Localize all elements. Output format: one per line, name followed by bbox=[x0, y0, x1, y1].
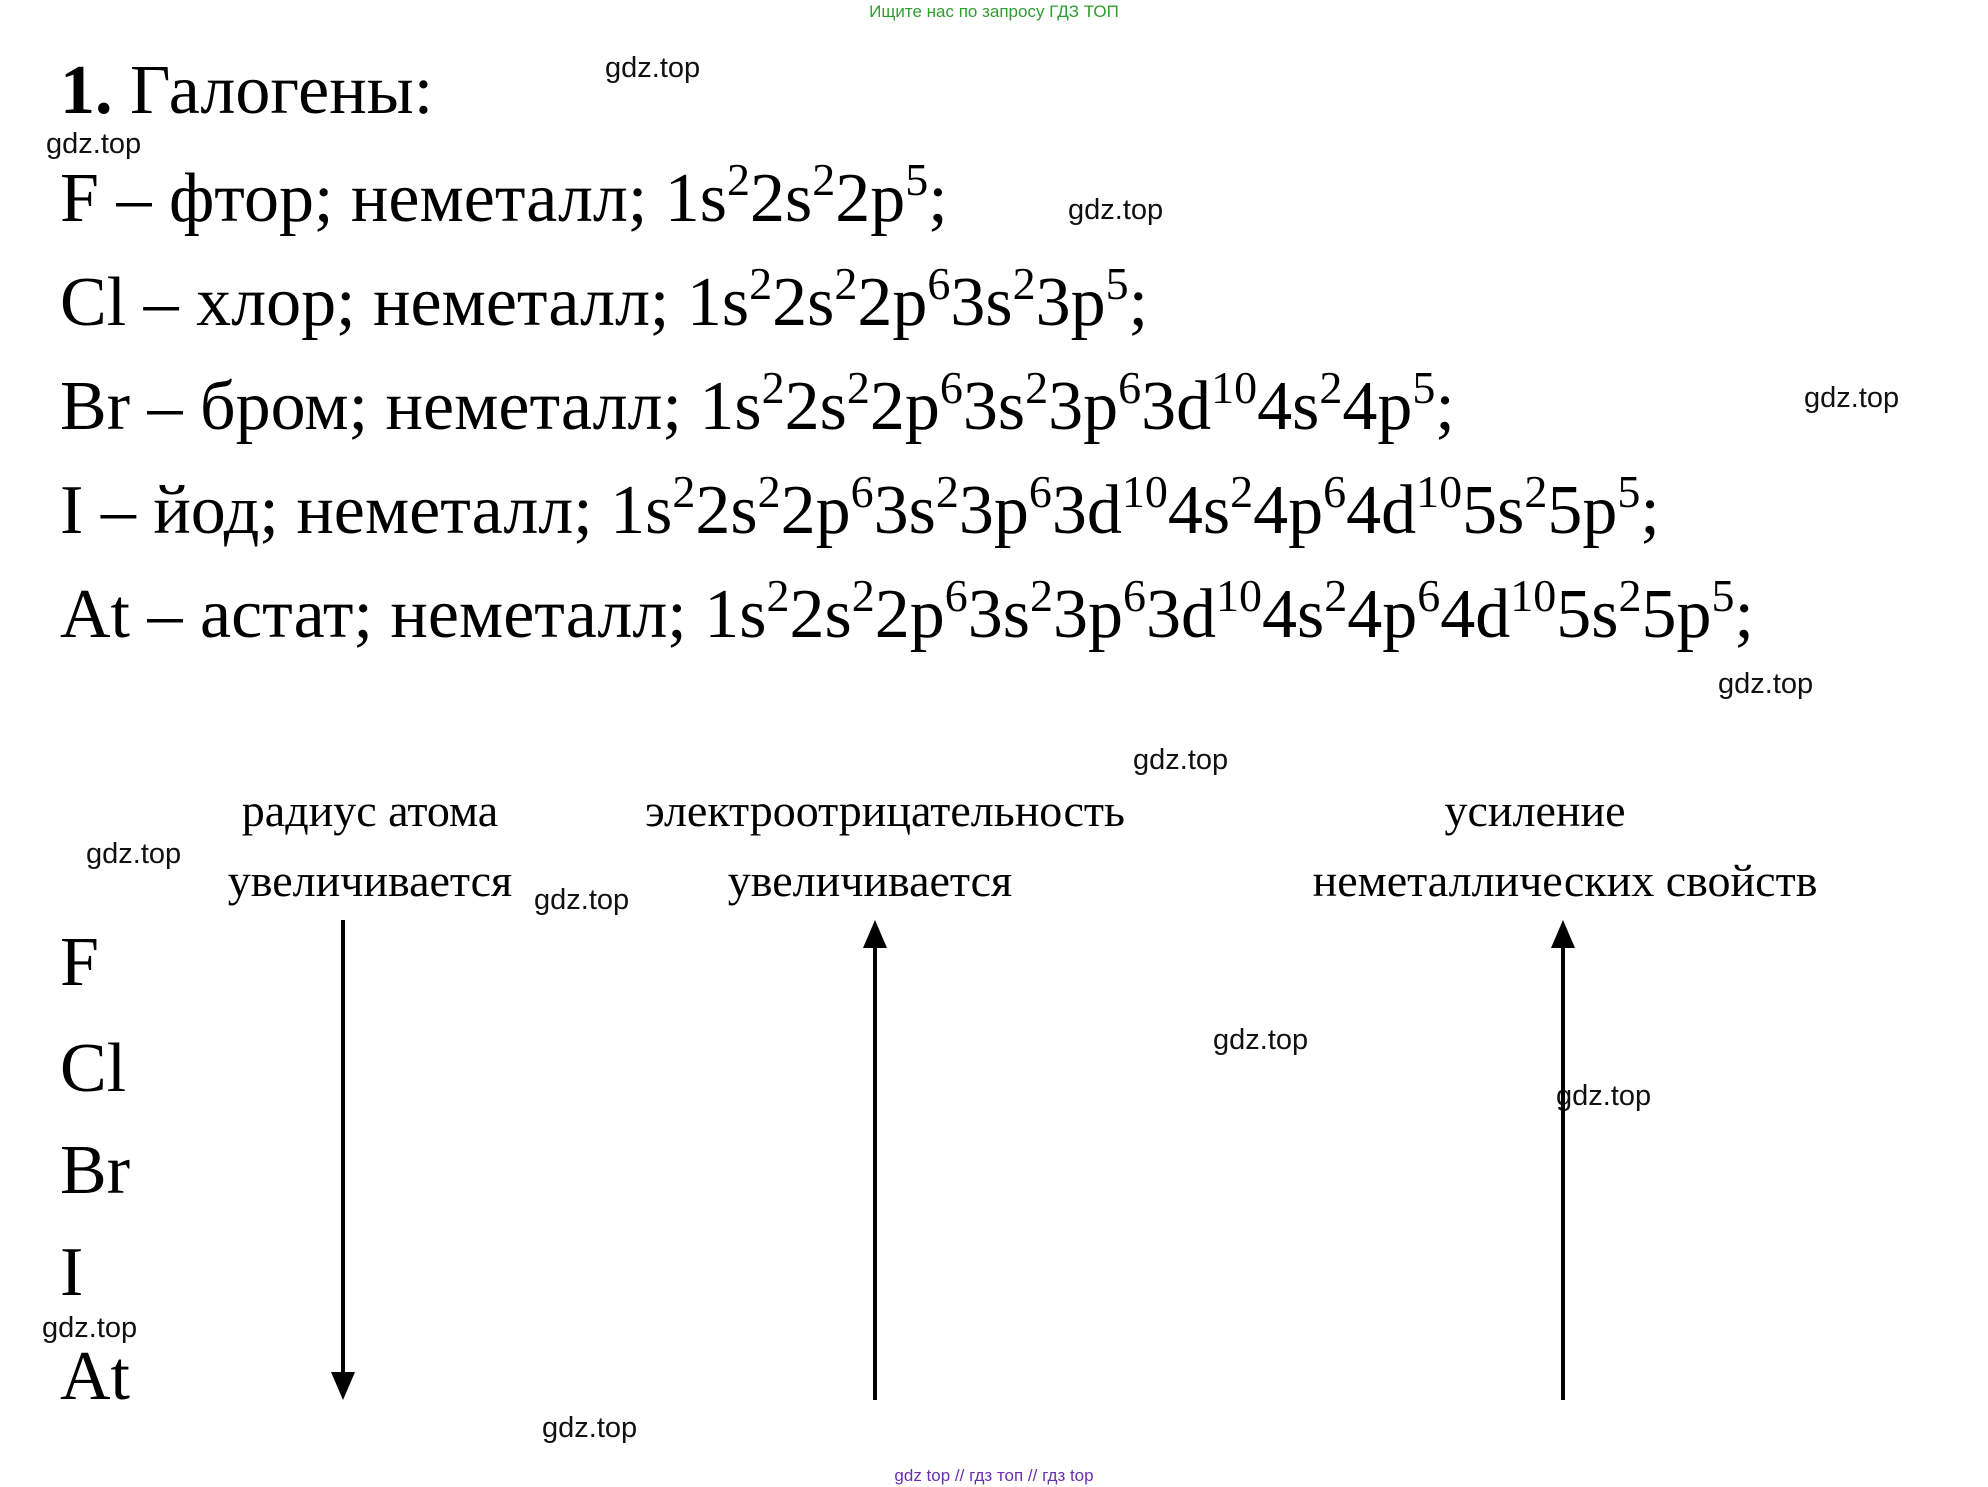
punct: ; bbox=[662, 368, 700, 445]
title-text: Галогены: bbox=[130, 52, 434, 129]
task-number: 1. bbox=[60, 52, 113, 129]
electron-count: 10 bbox=[1215, 570, 1262, 621]
electronegativity-label-line2: увеличивается bbox=[727, 855, 1013, 906]
separator: – bbox=[83, 472, 154, 549]
watermark: gdz.top bbox=[42, 1312, 138, 1344]
electron-count: 2 bbox=[1524, 466, 1548, 517]
radius-label-line2: увеличивается bbox=[227, 855, 513, 906]
electron-count: 6 bbox=[944, 570, 968, 621]
element-symbol: I bbox=[60, 472, 84, 549]
watermark: gdz.top bbox=[46, 128, 142, 160]
element-symbol: Cl bbox=[60, 1030, 127, 1107]
electronegativity-arrow bbox=[863, 920, 887, 1400]
orbital: 3d bbox=[1141, 368, 1212, 445]
electron-count: 2 bbox=[1230, 466, 1254, 517]
watermark: gdz.top bbox=[1718, 668, 1814, 700]
orbital: 4p bbox=[1342, 368, 1413, 445]
orbital: 2s bbox=[784, 368, 847, 445]
element-type: неметалл bbox=[296, 472, 574, 549]
orbital: 2s bbox=[695, 472, 758, 549]
electron-count: 6 bbox=[850, 466, 874, 517]
electron-count: 6 bbox=[927, 258, 951, 309]
watermark: gdz.top bbox=[1556, 1080, 1652, 1112]
watermark: gdz.top bbox=[1133, 744, 1229, 776]
nonmetal-label-line1: усиление bbox=[1444, 785, 1626, 836]
electron-count: 6 bbox=[1028, 466, 1052, 517]
orbital: 5s bbox=[1556, 576, 1619, 653]
separator: – bbox=[130, 368, 200, 445]
punct: ; bbox=[313, 160, 351, 237]
element-type: неметалл bbox=[385, 368, 663, 445]
orbital: 4p bbox=[1253, 472, 1324, 549]
header-note: Ищите нас по запросу ГДЗ ТОП bbox=[869, 2, 1119, 21]
watermark: gdz.top bbox=[534, 884, 630, 916]
element-type: неметалл bbox=[373, 264, 650, 341]
electron-count: 2 bbox=[1025, 362, 1049, 413]
watermark: gdz.top bbox=[1804, 382, 1900, 414]
electron-count: 2 bbox=[727, 154, 751, 205]
electron-count: 10 bbox=[1121, 466, 1168, 517]
electron-count: 6 bbox=[939, 362, 963, 413]
orbital: 4d bbox=[1440, 576, 1511, 653]
orbital: 2p bbox=[780, 472, 851, 549]
electron-count: 2 bbox=[749, 258, 773, 309]
orbital: 3s bbox=[967, 576, 1030, 653]
orbital: 1s bbox=[664, 160, 728, 237]
punct: ; bbox=[627, 160, 665, 237]
electron-count: 10 bbox=[1416, 466, 1463, 517]
orbital: 2s bbox=[772, 264, 835, 341]
orbital: 3p bbox=[1048, 368, 1119, 445]
electron-count: 2 bbox=[1319, 362, 1343, 413]
orbital: 4p bbox=[1347, 576, 1418, 653]
element-symbol: Br bbox=[60, 1132, 130, 1209]
orbital: 4s bbox=[1257, 368, 1320, 445]
element-symbol: Br bbox=[60, 368, 130, 445]
element-symbol: F bbox=[60, 924, 99, 1001]
element-name: бром bbox=[200, 368, 349, 445]
element-symbol: Cl bbox=[60, 264, 127, 341]
electron-count: 2 bbox=[1012, 258, 1036, 309]
orbital: 2p bbox=[874, 576, 945, 653]
electronegativity-label-line1: электроотрицательность bbox=[645, 785, 1125, 836]
orbital: 2p bbox=[857, 264, 928, 341]
orbital: 3d bbox=[1051, 472, 1122, 549]
electron-count: 10 bbox=[1211, 362, 1258, 413]
element-symbol: At bbox=[60, 576, 130, 653]
element-name: хлор bbox=[196, 264, 337, 341]
radius-label-line1: радиус атома bbox=[241, 785, 499, 836]
electron-count: 5 bbox=[1617, 466, 1641, 517]
punct: ; bbox=[667, 576, 705, 653]
electron-count: 5 bbox=[1412, 362, 1436, 413]
electron-count: 2 bbox=[1029, 570, 1053, 621]
element-name: йод bbox=[153, 472, 260, 549]
orbital: 1s bbox=[704, 576, 767, 653]
element-type: неметалл bbox=[350, 160, 628, 237]
nonmetal-arrow bbox=[1551, 920, 1575, 1400]
orbital: 3p bbox=[958, 472, 1029, 549]
electron-count: 2 bbox=[757, 466, 781, 517]
orbital: 5p bbox=[1547, 472, 1618, 549]
electron-count: 2 bbox=[846, 362, 870, 413]
orbital: 4s bbox=[1261, 576, 1325, 653]
watermark: gdz.top bbox=[542, 1412, 638, 1444]
punct: ; bbox=[1128, 264, 1149, 341]
electron-count: 5 bbox=[905, 154, 929, 205]
electron-count: 10 bbox=[1510, 570, 1557, 621]
separator: – bbox=[130, 576, 200, 653]
punct: ; bbox=[353, 576, 391, 653]
electron-count: 5 bbox=[1711, 570, 1735, 621]
electron-count: 2 bbox=[834, 258, 858, 309]
orbital: 4d bbox=[1346, 472, 1417, 549]
punct: ; bbox=[1734, 576, 1754, 653]
orbital: 1s bbox=[610, 472, 673, 549]
orbital: 4s bbox=[1167, 472, 1231, 549]
punct: ; bbox=[573, 472, 611, 549]
electron-count: 2 bbox=[1324, 570, 1348, 621]
orbital: 2s bbox=[750, 160, 813, 237]
element-symbol: At bbox=[60, 1338, 130, 1415]
nonmetal-label-line2: неметаллических свойств bbox=[1312, 855, 1818, 906]
electron-count: 6 bbox=[1417, 570, 1441, 621]
electron-count: 5 bbox=[1105, 258, 1129, 309]
electron-count: 6 bbox=[1118, 362, 1142, 413]
punct: ; bbox=[1640, 472, 1660, 549]
orbital: 5p bbox=[1641, 576, 1712, 653]
footer-note: gdz top // гдз топ // гдз top bbox=[894, 1466, 1094, 1485]
element-name: астат bbox=[200, 576, 354, 653]
element-name: фтор bbox=[168, 160, 314, 237]
orbital: 3d bbox=[1145, 576, 1216, 653]
orbital: 5s bbox=[1462, 472, 1525, 549]
punct: ; bbox=[928, 160, 948, 237]
orbital: 3p bbox=[1052, 576, 1123, 653]
electron-count: 2 bbox=[766, 570, 790, 621]
orbital: 2p bbox=[835, 160, 906, 237]
element-type: неметалл bbox=[390, 576, 668, 653]
electron-count: 2 bbox=[851, 570, 875, 621]
radius-arrow bbox=[331, 920, 355, 1400]
punct: ; bbox=[649, 264, 687, 341]
electron-count: 2 bbox=[672, 466, 696, 517]
orbital: 1s bbox=[686, 264, 750, 341]
orbital: 3s bbox=[962, 368, 1026, 445]
separator: – bbox=[98, 160, 169, 237]
punct: ; bbox=[336, 264, 374, 341]
watermark: gdz.top bbox=[1068, 194, 1164, 226]
orbital: 3s bbox=[873, 472, 936, 549]
separator: – bbox=[126, 264, 197, 341]
element-symbol: I bbox=[60, 1234, 84, 1311]
electron-count: 2 bbox=[761, 362, 785, 413]
electron-count: 2 bbox=[812, 154, 836, 205]
electron-count: 6 bbox=[1122, 570, 1146, 621]
element-symbol: F bbox=[60, 160, 99, 237]
punct: ; bbox=[348, 368, 386, 445]
orbital: 3s bbox=[950, 264, 1013, 341]
orbital: 1s bbox=[699, 368, 762, 445]
watermark: gdz.top bbox=[605, 52, 701, 84]
watermark: gdz.top bbox=[86, 838, 182, 870]
orbital: 2p bbox=[869, 368, 940, 445]
orbital: 3p bbox=[1035, 264, 1106, 341]
electron-count: 2 bbox=[935, 466, 959, 517]
orbital: 2s bbox=[789, 576, 852, 653]
electron-count: 6 bbox=[1323, 466, 1347, 517]
electron-count: 2 bbox=[1618, 570, 1642, 621]
watermark: gdz.top bbox=[1213, 1024, 1309, 1056]
punct: ; bbox=[259, 472, 297, 549]
punct: ; bbox=[1435, 368, 1455, 445]
